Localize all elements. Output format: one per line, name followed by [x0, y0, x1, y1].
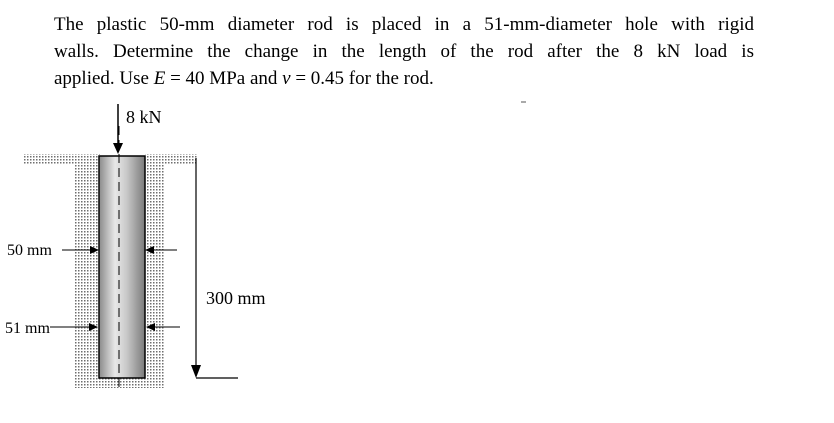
load-label: 8 kN — [126, 107, 162, 127]
symbol-nu: v — [282, 68, 291, 89]
right-rigid-wall — [145, 154, 197, 378]
problem-line-2: walls. Determine the change in the length of the rod after the 8 kN load is — [54, 41, 754, 62]
rod-diameter-label: 50 mm — [7, 242, 52, 259]
problem-line-1: The plastic 50-mm diameter rod is placed in a 51-mm-diameter hole with rigid — [54, 14, 754, 35]
plastic-rod — [99, 156, 145, 378]
left-rigid-wall — [24, 154, 100, 378]
problem-line-3-part-a: applied. Use — [54, 68, 154, 89]
load-arrow — [113, 104, 123, 154]
problem-line-3-part-b: = 40 MPa and — [165, 68, 283, 89]
length-label: 300 mm — [206, 288, 266, 308]
hole-diameter-label: 51 mm — [5, 320, 50, 337]
problem-line-3-part-c: = 0.45 for the rod. — [290, 68, 434, 89]
symbol-E: E — [153, 68, 166, 89]
length-dimension — [191, 158, 238, 378]
